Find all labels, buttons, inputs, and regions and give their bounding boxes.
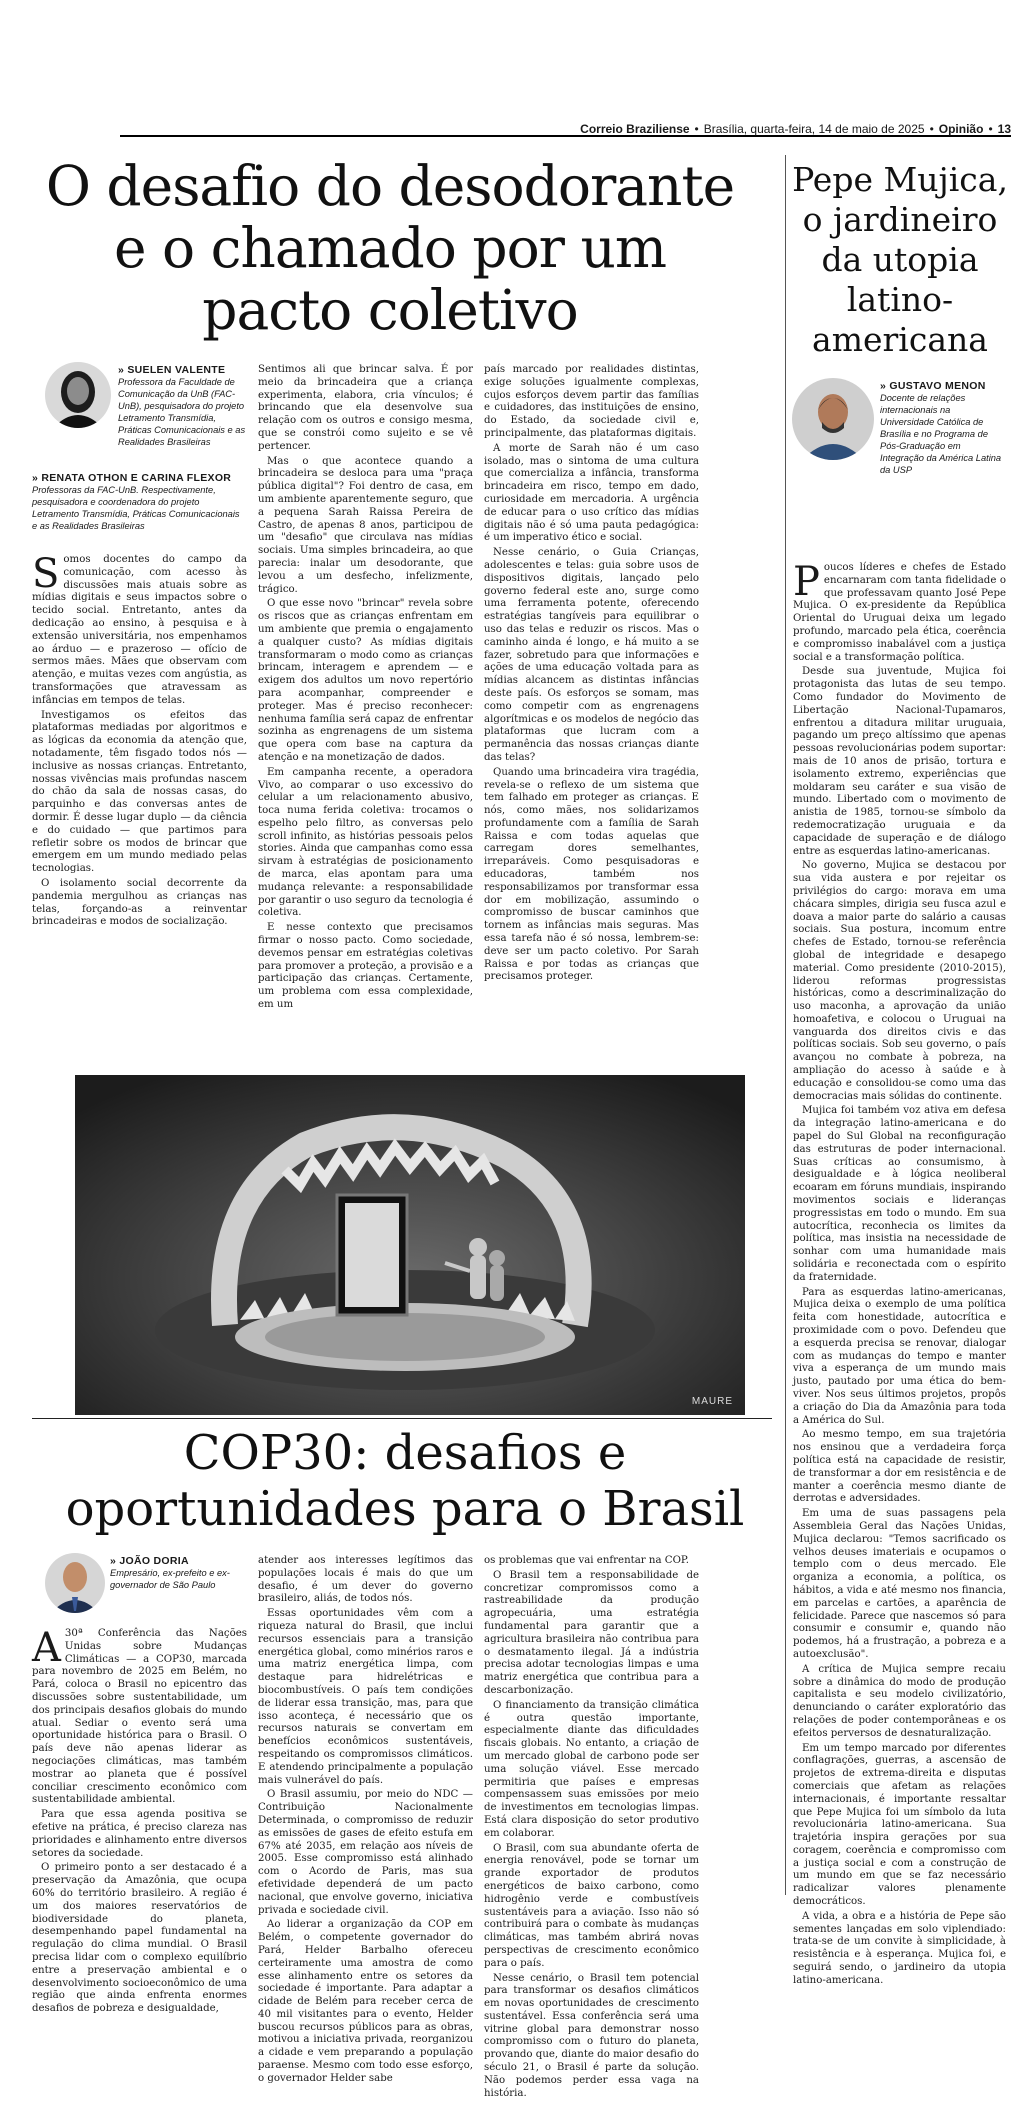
paragraph: oucos líderes e chefes de Estado encarnaram com tanta fidelidade o que professavam quanto José Pepe Mujica. O ex-presidente da República Oriental do Uruguai deixa um legado profundo, marcado pela ética, coerência e compromisso inabalável com a justiça social e a transformação política.	[793, 562, 1006, 663]
paragraph: Em um tempo marcado por diferentes conflagrações, guerras, a ascensão de projetos de extrema-direita e disputas comerciais que afetam as relações internacionais, é importante ressaltar que Pepe Mujica foi um símbolo da luta revolucionária latino-americana. Sua trajetória inspira gerações por sua coragem, coerência e compromisso com a justiça social e com a construção de um mundo em que se faz necessário radicalizar valores plenamente democráticos.	[793, 1742, 1006, 1908]
page-number: 13	[997, 122, 1011, 136]
paragraph: A crítica de Mujica sempre recaiu sobre a dinâmica do modo de produção capitalista e seu modelo civilizatório, denunciando o caráter exploratório das relações de poder contemporâneas e os efeitos perversos de desnaturalização.	[793, 1663, 1006, 1739]
paragraph: Ao liderar a organização da COP em Belém, o competente governador do Pará, Helder Barbalho ofereceu certeiramente uma amostra de como esse alinhamento entre os setores da sociedade é importante. Para adaptar a cidade de Belém para receber cerca de 40 mil visitantes para o evento, Helder buscou recursos públicos para as obras, motivou a iniciativa privada, reorganizou a cidade e vem preparando a população paraense. Mesmo com todo esse esforço, o governador Helder sabe	[258, 1919, 473, 2084]
author2-name: » RENATA OTHON E CARINA FLEXOR	[32, 472, 232, 484]
newspaper-name: Correio Braziliense	[580, 122, 690, 136]
author1-name: » SUELEN VALENTE	[118, 364, 226, 376]
column-rule	[785, 155, 786, 1895]
paragraph: O Brasil tem a responsabilidade de concretizar compromissos como a rastreabilidade da produção agropecuária, uma estratégia fundamental para garantir que a agricultura brasileira não contribua para o desmatamento ilegal. Já a indústria precisa adotar tecnologias limpas e uma matriz energética que contribua para a descarbonização.	[484, 1569, 699, 1696]
sidebar-author-desc: Docente de relações internacionais na Universidade Católica de Brasília e no Programa de Pós-Graduação em Integração da América Latina da USP	[880, 393, 1002, 475]
paragraph: Sentimos ali que brincar salva. É por meio da brincadeira que a criança experimenta, elabora, cria vínculos; é brincando que ela desenvolve sua relação com os outros e consigo mesma, que se constrói como sujeito e se vê pertencer.	[258, 364, 473, 452]
article1-column-1	[32, 551, 247, 931]
paragraph: Nesse cenário, o Brasil tem potencial para transformar os desafios climáticos em novas oportunidades de crescimento sustentável. Essa conferência será uma vitrine global para demonstrar nosso compromisso com o futuro do planeta, provando que, diante do maior desafio do século 21, o Brasil é parte da solução. Não podemos perder essa vaga na história.	[484, 1972, 699, 2099]
paragraph: Quando uma brincadeira vira tragédia, revela-se o reflexo de um sistema que tem falhado em proteger as crianças. E nós, como mães, nos solidarizamos profundamente com a família de Sarah Raissa e com todas aquelas que carregam dores semelhantes, irreparáveis. Como pesquisadoras e educadoras, também nos responsabilizamos por transformar essa dor em mobilização, assumindo o compromisso de buscar caminhos que tornem as infâncias mais seguras. Mas essa tarefa não é só nossa, lembrem-se: deve ser um pacto coletivo. Por Sarah Raissa e por todas as crianças que precisamos proteger.	[484, 766, 699, 983]
paragraph: Investigamos os efeitos das plataformas mediadas por algoritmos e as lógicas da economia da atenção que, notadamente, têm fisgado todos nós — inclusive as nossas crianças. Entretanto, nossas vivências mais profundas nascem do chão da sala de nossas casas, do parquinho e das conversas antes de dormir. É desse lugar duplo — da ciência e do cuidado — que partimos para refletir sobre os modos de brincar que emergem em um mundo mediado pelas tecnologias.	[32, 709, 247, 875]
author-photo-suelen	[45, 362, 111, 428]
article1-column-2	[258, 364, 473, 1014]
page-header: Correio Braziliense • Brasília, quarta-feira, 14 de maio de 2025 • Opinião • 13	[580, 122, 1011, 136]
paragraph: 30ª Conferência das Nações Unidas sobre Mudanças Climáticas — a COP30, marcada para novembro de 2025 em Belém, no Pará, coloca o Brasil no epicentro das discussões sobre sustentabilidade, um dos principais desafios globais do mundo atual. Sediar o evento será uma oportunidade histórica para o Brasil. O país deve não apenas liderar as negociações climáticas, mas também mostrar ao planeta que é possível conciliar crescimento econômico com sustentabilidade ambiental.	[32, 1628, 247, 1806]
paragraph: O isolamento social decorrente da pandemia mergulhou as crianças nas telas, forçando-as a reinventar brincadeiras e modos de socialização.	[32, 877, 247, 928]
illustration	[75, 1075, 745, 1415]
sidebar-body	[793, 559, 1006, 1990]
paragraph: O primeiro ponto a ser destacado é a preservação da Amazônia, que ocupa 60% do território brasileiro. A região é um dos maiores reservatórios de biodiversidade do planeta, desempenhando papel fundamental na regulação do clima mundial. O Brasil precisa lidar com o complexo equilíbrio entre a preservação ambiental e o desenvolvimento socioeconômico de uma região que ainda enfrenta enormes desafios de pobreza e desigualdade,	[32, 1862, 247, 2015]
author-photo-gustavo	[792, 378, 874, 460]
sidebar-title: Pepe Mujica, o jardineiro da utopia latino-americana	[792, 160, 1008, 359]
article2-author-name: » JOÃO DORIA	[110, 1555, 189, 1567]
paragraph: Nesse cenário, o Guia Crianças, adolescentes e telas: guia sobre usos de dispositivos digitais, lançado pelo governo federal este ano, surge como uma ferramenta potente, oferecendo estratégias tangíveis para equilibrar o uso das telas e reduzir os riscos. Mas o caminho ainda é longo, e há muito a se fazer, sobretudo para que informações e ações de uma educação voltada para as mídias alcancem as distintas infâncias deste país. Os esforços se somam, mas como competir com as engrenagens algorítmicas e os modelos de negócio das plataformas que lucram com a permanência das nossas crianças diante das telas?	[484, 547, 699, 763]
paragraph: atender aos interesses legítimos das populações locais é mais do que um desafio, é um dever do governo brasileiro, aliás, de todos nós.	[258, 1555, 473, 1605]
paragraph: O Brasil assumiu, por meio do NDC — Contribuição Nacionalmente Determinada, o compromisso de reduzir as emissões de gases de efeito estufa em 67% até 2035, em relação aos níveis de 2005. Esse compromisso está alinhado com o Acordo de Paris, mas sua efetividade dependerá de um pacto nacional, que envolve governo, iniciativa privada e sociedade civil.	[258, 1789, 473, 1916]
section-divider	[32, 1418, 772, 1419]
article1-title: O desafio do desodorante e o chamado por um pacto coletivo	[45, 154, 735, 342]
paragraph: A morte de Sarah não é um caso isolado, mas o sintoma de uma cultura que comercializa a infância, transforma brincadeira em risco, tempo em dado, curiosidade em mercadoria. A urgência de educar para o uso crítico das mídias digitais não é só uma pauta pedagógica: é um imperativo ético e social.	[484, 442, 699, 544]
paragraph: No governo, Mujica se destacou por sua vida austera e por rejeitar os privilégios do cargo: morava em uma chácara simples, dirigia seu fusca azul e doava a maior parte do salário a causas sociais. Sua postura, incomum entre chefes de Estado, tornou-se referência global de integridade e desapego material. Como presidente (2010-2015), liderou reformas progressistas históricas, como a descriminalização do uso maconha, a aprovação da união homoafetiva, e colocou o Uruguai na vanguarda dos direitos civis e das políticas sociais. Sob seu governo, o país avançou no combate à pobreza, na ampliação do acesso à saúde e à educação e consolidou-se como uma das democracias mais sólidas do continente.	[793, 860, 1006, 1102]
sidebar-author-name: » GUSTAVO MENON	[880, 380, 986, 392]
illustration-signature: MAURE	[691, 1396, 733, 1407]
author-photo-doria	[45, 1553, 105, 1613]
article2-column-2	[258, 1555, 473, 2088]
paragraph: país marcado por realidades distintas, exige soluções igualmente complexas, cujos esforços devem partir das famílias e cuidadores, das instituições de ensino, do Estado, da sociedade civil e, principalmente, das plataformas digitais.	[484, 364, 699, 439]
author1-block	[118, 364, 248, 448]
article2-column-3	[484, 1555, 699, 2102]
paragraph: Para que essa agenda positiva se efetive na prática, é preciso clareza nas prioridades e alinhamento entre diversos setores da sociedade.	[32, 1809, 247, 1859]
paragraph: Mujica foi também voz ativa em defesa da integração latino-americana e do papel do Sul Global na reconfiguração das estruturas de poder internacional. Suas críticas ao consumismo, à desigualdade e à lógica neoliberal ecoaram em fóruns mundiais, inspirando movimentos sociais e lideranças progressistas em todo o mundo. Em sua autocrítica, reconhecia os limites da política, mas insistia na necessidade de sonhar com uma humanidade mais solidária e reconectada com o espírito da fraternidade.	[793, 1105, 1006, 1283]
paragraph: O financiamento da transição climática é outra questão importante, especialmente diante das dificuldades fiscais globais. No entanto, a criação de um mercado global de carbono pode ser uma solução viável. Esse mercado permitiria que países e empresas compensassem suas emissões por meio de investimentos em tecnologias limpas. Está clara disposição do setor produtivo em colaborar.	[484, 1699, 699, 1839]
paragraph: Desde sua juventude, Mujica foi protagonista das lutas de seu tempo. Como fundador do Movimento de Libertação Nacional-Tupamaros, enfrentou a ditadura militar uruguaia, pagando um preço altíssimo que apenas pessoas revolucionárias podem suportar: mais de 10 anos de prisão, tortura e isolamento extremo, experiências que moldaram seu caráter e sua visão de mundo. Libertado com o movimento de anistia de 1985, tornou-se símbolo da redemocratização uruguaia e da capacidade de superação e de diálogo entre as esquerdas latino-americanas.	[793, 666, 1006, 857]
paragraph: Ao mesmo tempo, em sua trajetória nos ensinou que a verdadeira força política está na capacidade de resistir, de transformar a dor em resistência e de manter a coerência mesmo diante de derrotas e adversidades.	[793, 1429, 1006, 1505]
section-name: Opinião	[938, 122, 984, 136]
paragraph: omos docentes do campo da comunicação, com acesso às discussões mais atuais sobre as mídias digitais e seus impactos sobre o tecido social. Entretanto, antes da dedicação ao ensino, à pesquisa e à extensão universitária, nos empenhamos ao árduo — e prazeroso — ofício de sermos mães. Mães que observam com atenção, e muitas vezes com angústia, as transformações que atravessam as infâncias em tempos de telas.	[32, 554, 247, 706]
paragraph: Essas oportunidades vêm com a riqueza natural do Brasil, que inclui recursos essenciais para a transição energética global, como minérios raros e uma matriz energética limpa, com destaque para hidrelétricas e biocombustíveis. O país tem condições de liderar essa transição, mas, para que isso aconteça, é necessário que os recursos naturais se convertam em benefícios econômicos sustentáveis, respeitando os compromissos climáticos. E atendendo principalmente a população mais vulnerável do país.	[258, 1608, 473, 1786]
article2-column-1	[32, 1625, 247, 2018]
paragraph: Mas o que acontece quando a brincadeira se desloca para uma "praça pública digital"? Foi dentro de casa, em um ambiente aparentemente seguro, que a pequena Sarah Raissa Pereira de Castro, de apenas 8 anos, participou de um "desafio" que circulava nas mídias sociais. Uma simples brincadeira, ao que parecia: inalar um desodorante, que levou a um desfecho, infelizmente, trágico.	[258, 455, 473, 595]
bear-trap-illustration	[75, 1075, 745, 1415]
author2-block	[32, 472, 247, 532]
dropcap: A	[32, 1625, 61, 1671]
sidebar-author-block	[880, 380, 1005, 476]
article2-author-desc: Empresário, ex-prefeito e ex-governador de São Paulo	[110, 1568, 230, 1590]
dropcap: S	[32, 551, 60, 597]
article1-column-3	[484, 364, 699, 986]
paragraph: O Brasil, com sua abundante oferta de energia renovável, pode se tornar um grande exportador de produtos energéticos de baixo carbono, como hidrogênio verde e combustíveis sustentáveis para a aviação. Isso não só contribuirá para o combate às mudanças climáticas, mas também abrirá novas perspectivas de crescimento econômico para o país.	[484, 1842, 699, 1969]
author1-desc: Professora da Faculdade de Comunicação da UnB (FAC-UnB), pesquisadora do projeto Letramento Transmídia, Práticas Comunicacionais e as Realidades Brasileiras	[118, 377, 246, 447]
paragraph: Para as esquerdas latino-americanas, Mujica deixa o exemplo de uma política feita com honestidade, autocrítica e proximidade com o povo. Defendeu que a esquerda precisa se renovar, dialogar com as mudanças do tempo e manter viva a esperança de um mundo mais justo, pautado por uma ética do bem-viver. Nos seus últimos projetos, propôs a criação do Dia da Amazônia para toda a América do Sul.	[793, 1286, 1006, 1426]
article2-author-block	[110, 1555, 250, 1591]
paragraph: Em uma de suas passagens pela Assembleia Geral das Nações Unidas, Mujica declarou: "Temos sacrificado os velhos deuses imateriais e ocupamos o templo com o deus mercado. Ele organiza a economia, a política, os hábitos, a vida e até mesmo nos financia, em parcelas e cartões, a aparência de felicidade. Parece que nascemos só para consumir e consumir e, quando não podemos, há a frustração, a pobreza e a autoexclusão".	[793, 1508, 1006, 1660]
article2-title: COP30: desafios e oportunidades para o Brasil	[65, 1425, 745, 1537]
paragraph: O que esse novo "brincar" revela sobre os riscos que as crianças enfrentam em um ambiente que premia o engajamento a qualquer custo? As mídias digitais transformaram o modo como as crianças brincam, interagem e aprendem — e exigem dos adultos um novo repertório para acompanhar, compreender e proteger. Mas é preciso reconhecer: nenhuma família será capaz de enfrentar sozinha as engrenagens de um sistema que opera com base na captura da atenção e na monetização de dados.	[258, 598, 473, 763]
dropcap: P	[793, 559, 820, 605]
paragraph: E nesse contexto que precisamos firmar o nosso pacto. Como sociedade, devemos pensar em estratégias coletivas para promover a proteção, a provisão e a participação das crianças. Certamente, um problema com essa complexidade, em um	[258, 922, 473, 1011]
author2-desc: Professoras da FAC-UnB. Respectivamente, pesquisadora e coordenadora do projeto Letramento Transmídia, Práticas Comunicacionais e as Realidades Brasileiras	[32, 485, 240, 531]
paragraph: Em campanha recente, a operadora Vivo, ao comparar o uso excessivo do celular a um relacionamento abusivo, toca numa ferida coletiva: trocamos o espelho pelo filtro, as conversas pelo scroll infinito, as histórias pessoais pelos stories. Ainda que campanhas como essa sirvam à estratégias de posicionamento de marca, elas apontam para uma mudança relevante: a responsabilidade por garantir o uso seguro da tecnologia é coletiva.	[258, 766, 473, 919]
paragraph: os problemas que vai enfrentar na COP.	[484, 1555, 689, 1566]
paragraph: A vida, a obra e a história de Pepe são sementes lançadas em solo viplendiado: trata-se de um convite à simplicidade, à resistência e à esperança. Mujica foi, e seguirá sendo, o jardineiro da utopia latino-americana.	[793, 1910, 1006, 1986]
dateline: Brasília, quarta-feira, 14 de maio de 2025	[703, 122, 925, 136]
